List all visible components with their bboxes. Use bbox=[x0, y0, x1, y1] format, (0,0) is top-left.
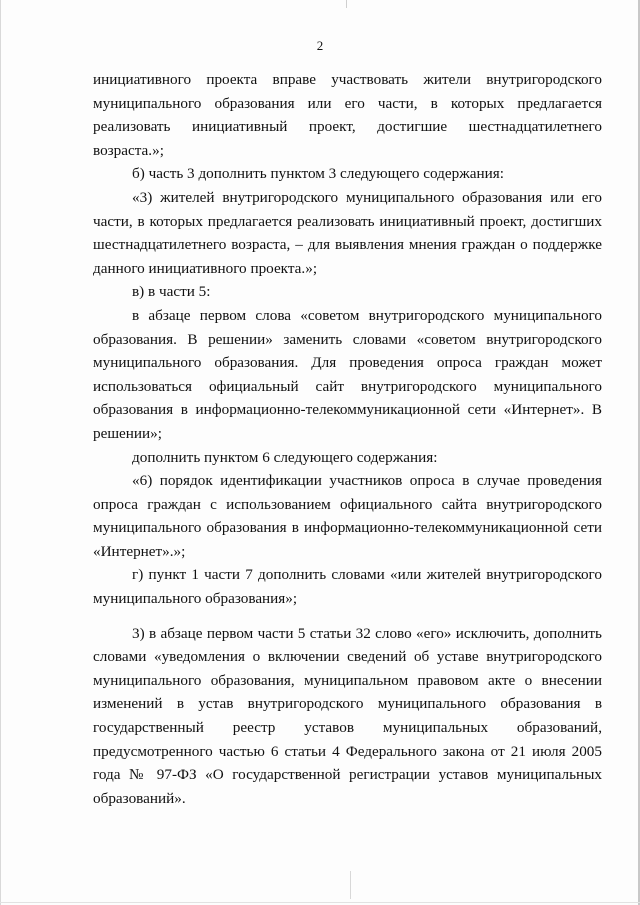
paragraph-item-v: в) в части 5: bbox=[132, 283, 211, 301]
paragraph-point-3-text: «3) жителей внутригородского муниципального образования или его части, в которых предлагается реализовать инициативный проект, достигших шестнадцатилетнего возраста, – для выявления мнения граждан о поддержке данного инициативного проекта.»; bbox=[93, 188, 602, 277]
scan-mark-bottom bbox=[350, 871, 351, 899]
paragraph-item-b: б) часть 3 дополнить пунктом 3 следующего содержания: bbox=[132, 165, 504, 183]
paragraph-section-3: 3) в абзаце первом части 5 статьи 32 слово «его» исключить, дополнить словами «уведомления о включении сведений об уставе внутригородского муниципального образования, муниципальном правовом акте о внесении изменений в устав внутригородского муниципального образования в государственный реестр уставов муниципальных образований, предусмотренного частью 6 статьи 4 Федерального закона от 21 июля 2005 года № 97-ФЗ «О государственной регистрации уставов муниципальных образований». bbox=[93, 624, 602, 807]
document-body bbox=[93, 68, 602, 810]
paragraph-add-point-6: дополнить пунктом 6 следующего содержания: bbox=[132, 448, 438, 466]
paragraph-part-5-amendment: в абзаце первом слова «советом внутригородского муниципального образования. В решении» заменить словами «советом внутригородского муниципального образования. Для проведения опроса граждан может использоваться официальный сайт внутригородского муниципального образования в информационно-телекоммуникационной сети «Интернет». В решении»; bbox=[93, 306, 602, 442]
page-number: 2 bbox=[316, 38, 324, 53]
paragraph-item-g: г) пункт 1 части 7 дополнить словами «или жителей внутригородского муниципального образования»; bbox=[93, 566, 602, 608]
scan-mark-top bbox=[346, 0, 347, 8]
paragraph-continuation: инициативного проекта вправе участвовать жители внутригородского муниципального образования или его части, в которых предлагается реализовать инициативный проект, достигшие шестнадцатилетнего возраста.»; bbox=[93, 71, 602, 159]
paragraph-point-6-text: «6) порядок идентификации участников опроса в случае проведения опроса граждан с использованием официального сайта внутригородского муниципального образования в информационно-телекоммуникационной сети «Интернет».»; bbox=[93, 472, 602, 560]
scan-edge-left bbox=[0, 0, 1, 905]
scan-edge-bottom bbox=[0, 902, 640, 903]
